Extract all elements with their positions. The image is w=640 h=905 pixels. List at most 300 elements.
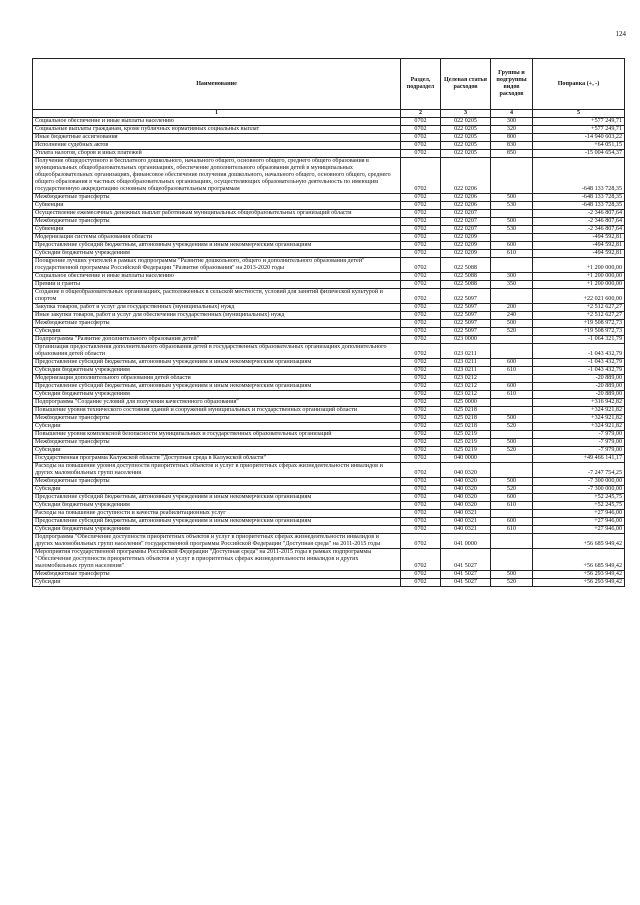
column-number: 5 bbox=[533, 110, 625, 118]
row-section: 0702 bbox=[401, 502, 441, 510]
row-group: 500 bbox=[491, 571, 533, 579]
row-group: 500 bbox=[491, 194, 533, 202]
table-row bbox=[33, 242, 625, 250]
row-amount: +19 508 972,73 bbox=[533, 328, 625, 336]
table-row bbox=[33, 518, 625, 526]
row-group bbox=[491, 549, 533, 571]
row-section: 0702 bbox=[401, 273, 441, 281]
row-name: Модернизация системы образования области bbox=[33, 234, 401, 242]
row-amount: +49 466 141,17 bbox=[533, 455, 625, 463]
row-group bbox=[491, 455, 533, 463]
column-number: 3 bbox=[441, 110, 491, 118]
header-amount: Поправка (+, -) bbox=[533, 59, 625, 110]
row-amount: -7 300 000,00 bbox=[533, 486, 625, 494]
row-article: 022 0209 bbox=[441, 242, 491, 250]
row-article: 022 5097 bbox=[441, 289, 491, 304]
row-article: 022 0205 bbox=[441, 142, 491, 150]
row-group: 200 bbox=[491, 304, 533, 312]
row-article: 023 0211 bbox=[441, 344, 491, 359]
table-row bbox=[33, 579, 625, 587]
row-article: 040 0320 bbox=[441, 463, 491, 478]
row-name: Предоставление субсидий бюджетным, автономным учреждениям и иным некоммерческим организациям bbox=[33, 242, 401, 250]
row-article: 022 5097 bbox=[441, 320, 491, 328]
row-section: 0702 bbox=[401, 134, 441, 142]
table-body bbox=[33, 118, 625, 587]
column-number: 2 bbox=[401, 110, 441, 118]
row-amount: +577 249,71 bbox=[533, 118, 625, 126]
column-number-row bbox=[33, 110, 625, 118]
row-section: 0702 bbox=[401, 407, 441, 415]
row-amount: +316 942,82 bbox=[533, 399, 625, 407]
row-article: 023 0211 bbox=[441, 367, 491, 375]
table-row bbox=[33, 281, 625, 289]
row-group: 530 bbox=[491, 226, 533, 234]
row-name: Межбюджетные трансферты bbox=[33, 194, 401, 202]
row-amount: -20 889,00 bbox=[533, 391, 625, 399]
row-article: 041 5027 bbox=[441, 571, 491, 579]
row-group bbox=[491, 375, 533, 383]
row-amount: -7 247 754,25 bbox=[533, 463, 625, 478]
row-article: 025 0219 bbox=[441, 431, 491, 439]
row-amount: -494 592,81 bbox=[533, 250, 625, 258]
row-name: Межбюджетные трансферты bbox=[33, 218, 401, 226]
budget-amendments-table bbox=[32, 58, 625, 587]
row-section: 0702 bbox=[401, 494, 441, 502]
row-section: 0702 bbox=[401, 194, 441, 202]
row-amount: +2 512 627,27 bbox=[533, 304, 625, 312]
table-row bbox=[33, 447, 625, 455]
row-name: Социальное обеспечение и иные выплаты населению bbox=[33, 273, 401, 281]
row-group: 350 bbox=[491, 281, 533, 289]
row-name: Субвенции bbox=[33, 202, 401, 210]
row-group: 520 bbox=[491, 579, 533, 587]
row-article: 025 0219 bbox=[441, 447, 491, 455]
row-name: Межбюджетные трансферты bbox=[33, 320, 401, 328]
table-row bbox=[33, 194, 625, 202]
row-group: 500 bbox=[491, 478, 533, 486]
row-amount: -15 004 654,37 bbox=[533, 150, 625, 158]
row-group: 500 bbox=[491, 415, 533, 423]
row-section: 0702 bbox=[401, 478, 441, 486]
row-amount: -1 043 432,79 bbox=[533, 344, 625, 359]
row-name: Субсидии бюджетным учреждениям bbox=[33, 391, 401, 399]
row-amount: +64 051,15 bbox=[533, 142, 625, 150]
row-name: Предоставление субсидий бюджетным, автономным учреждениям и иным некоммерческим организациям bbox=[33, 518, 401, 526]
row-article: 040 0320 bbox=[441, 494, 491, 502]
table-row bbox=[33, 118, 625, 126]
row-amount: +56 293 949,42 bbox=[533, 579, 625, 587]
row-name: Повышение уровня технического состояния зданий и сооружений муниципальных и государственных организаций области bbox=[33, 407, 401, 415]
table-row bbox=[33, 258, 625, 273]
row-article: 022 0207 bbox=[441, 210, 491, 218]
row-group: 520 bbox=[491, 486, 533, 494]
table-row bbox=[33, 399, 625, 407]
row-amount: -14 940 603,22 bbox=[533, 134, 625, 142]
row-section: 0702 bbox=[401, 258, 441, 273]
row-group: 600 bbox=[491, 494, 533, 502]
row-name: Осуществление ежемесячных денежных выплат работникам муниципальных общеобразовательных организаций области bbox=[33, 210, 401, 218]
row-article: 022 0205 bbox=[441, 126, 491, 134]
row-name: Иные бюджетные ассигнования bbox=[33, 134, 401, 142]
row-group: 320 bbox=[491, 126, 533, 134]
table-row bbox=[33, 534, 625, 549]
row-article: 022 0209 bbox=[441, 234, 491, 242]
row-amount: +324 921,82 bbox=[533, 407, 625, 415]
header-section: Раздел, подраздел bbox=[401, 59, 441, 110]
row-section: 0702 bbox=[401, 439, 441, 447]
table-row bbox=[33, 150, 625, 158]
row-name: Подпрограмма "Обеспечение доступности приоритетных объектов и услуг в приоритетных сферах жизнедеятельности инвалидов и других маломобильных групп населения" государственной программы Российской Федерации "Доступная среда" на 2011-2015 годы bbox=[33, 534, 401, 549]
row-section: 0702 bbox=[401, 210, 441, 218]
row-article: 022 5097 bbox=[441, 328, 491, 336]
table-row bbox=[33, 250, 625, 258]
row-article: 022 5088 bbox=[441, 258, 491, 273]
row-name: Социальные выплаты гражданам, кроме публичных нормативных социальных выплат bbox=[33, 126, 401, 134]
row-group: 610 bbox=[491, 526, 533, 534]
row-amount: -648 133 728,35 bbox=[533, 202, 625, 210]
table-row bbox=[33, 549, 625, 571]
row-name: Премии и гранты bbox=[33, 281, 401, 289]
row-amount: +52 245,75 bbox=[533, 502, 625, 510]
row-name: Межбюджетные трансферты bbox=[33, 415, 401, 423]
row-section: 0702 bbox=[401, 534, 441, 549]
column-number: 1 bbox=[33, 110, 401, 118]
row-amount: -2 346 807,64 bbox=[533, 210, 625, 218]
row-name: Субсидии bbox=[33, 579, 401, 587]
table-row bbox=[33, 526, 625, 534]
row-section: 0702 bbox=[401, 579, 441, 587]
row-group bbox=[491, 344, 533, 359]
row-section: 0702 bbox=[401, 431, 441, 439]
table-row bbox=[33, 359, 625, 367]
row-group: 610 bbox=[491, 367, 533, 375]
table-row bbox=[33, 486, 625, 494]
row-amount: +324 921,82 bbox=[533, 415, 625, 423]
row-section: 0702 bbox=[401, 375, 441, 383]
table-row bbox=[33, 439, 625, 447]
row-amount: +52 245,75 bbox=[533, 494, 625, 502]
row-name: Поощрение лучших учителей в рамках подпрограммы "Развитие дошкольного, общего и дополнительного образования детей" государственной программы Российской Федерации "Развитие образования" на 2013-2020 годы bbox=[33, 258, 401, 273]
row-section: 0702 bbox=[401, 510, 441, 518]
row-article: 040 0320 bbox=[441, 478, 491, 486]
row-article: 022 0206 bbox=[441, 202, 491, 210]
row-name: Закупка товаров, работ и услуг для государственных (муниципальных) нужд bbox=[33, 304, 401, 312]
row-section: 0702 bbox=[401, 526, 441, 534]
row-name: Предоставление субсидий бюджетным, автономным учреждениям и иным некоммерческим организациям bbox=[33, 359, 401, 367]
row-amount: +324 921,82 bbox=[533, 423, 625, 431]
row-amount: +2 512 627,27 bbox=[533, 312, 625, 320]
row-name: Субсидии бюджетным учреждениям bbox=[33, 367, 401, 375]
row-name: Исполнение судебных актов bbox=[33, 142, 401, 150]
table-header-row bbox=[33, 59, 625, 110]
row-article: 022 0207 bbox=[441, 218, 491, 226]
row-amount: +27 946,00 bbox=[533, 510, 625, 518]
row-name: Субсидии бюджетным учреждениям bbox=[33, 502, 401, 510]
row-amount: -2 346 807,64 bbox=[533, 218, 625, 226]
row-group: 530 bbox=[491, 202, 533, 210]
row-article: 023 0000 bbox=[441, 336, 491, 344]
row-group: 610 bbox=[491, 502, 533, 510]
table-row bbox=[33, 423, 625, 431]
row-group bbox=[491, 534, 533, 549]
table-row bbox=[33, 289, 625, 304]
table-row bbox=[33, 210, 625, 218]
row-group bbox=[491, 234, 533, 242]
row-section: 0702 bbox=[401, 383, 441, 391]
row-amount: +27 946,00 bbox=[533, 526, 625, 534]
row-section: 0702 bbox=[401, 126, 441, 134]
table-row bbox=[33, 336, 625, 344]
table-row bbox=[33, 226, 625, 234]
row-name: Модернизация дополнительного образования детей области bbox=[33, 375, 401, 383]
row-article: 023 0212 bbox=[441, 391, 491, 399]
row-amount: -7 300 000,00 bbox=[533, 478, 625, 486]
row-article: 022 0206 bbox=[441, 194, 491, 202]
row-article: 022 5097 bbox=[441, 304, 491, 312]
row-group: 500 bbox=[491, 320, 533, 328]
table-row bbox=[33, 375, 625, 383]
row-section: 0702 bbox=[401, 312, 441, 320]
row-group: 800 bbox=[491, 134, 533, 142]
row-name: Субсидии bbox=[33, 447, 401, 455]
page-number: 124 bbox=[615, 30, 626, 38]
table-row bbox=[33, 391, 625, 399]
row-group: 600 bbox=[491, 518, 533, 526]
table-row bbox=[33, 510, 625, 518]
table-row bbox=[33, 407, 625, 415]
row-article: 022 5097 bbox=[441, 312, 491, 320]
row-amount: -648 133 728,35 bbox=[533, 158, 625, 194]
row-amount: +22 021 600,00 bbox=[533, 289, 625, 304]
row-section: 0702 bbox=[401, 289, 441, 304]
row-article: 022 0209 bbox=[441, 250, 491, 258]
row-name: Иные закупки товаров, работ и услуг для обеспечения государственных (муниципальных) нужд bbox=[33, 312, 401, 320]
row-group bbox=[491, 510, 533, 518]
table-row bbox=[33, 463, 625, 478]
row-article: 040 0320 bbox=[441, 502, 491, 510]
row-name: Государственная программа Калужской области "Доступная среда в Калужской области" bbox=[33, 455, 401, 463]
row-article: 023 0212 bbox=[441, 383, 491, 391]
table-row bbox=[33, 478, 625, 486]
row-article: 040 0321 bbox=[441, 518, 491, 526]
row-group bbox=[491, 336, 533, 344]
row-section: 0702 bbox=[401, 571, 441, 579]
row-amount: -7 979,00 bbox=[533, 447, 625, 455]
row-name: Расходы на повышение доступности и качества реабилитационных услуг bbox=[33, 510, 401, 518]
row-group: 610 bbox=[491, 391, 533, 399]
row-amount: -20 889,00 bbox=[533, 383, 625, 391]
row-group bbox=[491, 210, 533, 218]
row-section: 0702 bbox=[401, 359, 441, 367]
row-section: 0702 bbox=[401, 304, 441, 312]
row-section: 0702 bbox=[401, 142, 441, 150]
row-section: 0702 bbox=[401, 367, 441, 375]
table-row bbox=[33, 415, 625, 423]
row-name: Расходы на повышение уровня доступности приоритетных объектов и услуг в приоритетных сферах жизнедеятельности инвалидов и других маломобильных групп населения bbox=[33, 463, 401, 478]
row-article: 025 0219 bbox=[441, 439, 491, 447]
row-group bbox=[491, 399, 533, 407]
row-section: 0702 bbox=[401, 415, 441, 423]
table-row bbox=[33, 502, 625, 510]
row-group: 520 bbox=[491, 447, 533, 455]
row-amount: -1 043 432,79 bbox=[533, 367, 625, 375]
row-section: 0702 bbox=[401, 234, 441, 242]
row-amount: +1 200 000,00 bbox=[533, 281, 625, 289]
row-article: 040 0321 bbox=[441, 526, 491, 534]
row-article: 022 0205 bbox=[441, 150, 491, 158]
row-article: 041 5027 bbox=[441, 549, 491, 571]
row-article: 023 0211 bbox=[441, 359, 491, 367]
row-group bbox=[491, 431, 533, 439]
row-name: Подпрограмма "Создание условий для получения качественного образования" bbox=[33, 399, 401, 407]
row-article: 022 0205 bbox=[441, 134, 491, 142]
table-row bbox=[33, 312, 625, 320]
table-row bbox=[33, 320, 625, 328]
table-row bbox=[33, 455, 625, 463]
row-section: 0702 bbox=[401, 281, 441, 289]
row-amount: -7 979,00 bbox=[533, 431, 625, 439]
row-name: Субсидии bbox=[33, 423, 401, 431]
row-name: Межбюджетные трансферты bbox=[33, 478, 401, 486]
row-article: 025 0218 bbox=[441, 415, 491, 423]
table-row bbox=[33, 218, 625, 226]
row-group: 520 bbox=[491, 423, 533, 431]
table-row bbox=[33, 344, 625, 359]
row-section: 0702 bbox=[401, 344, 441, 359]
row-section: 0702 bbox=[401, 218, 441, 226]
table-row bbox=[33, 328, 625, 336]
table-row bbox=[33, 367, 625, 375]
row-group: 600 bbox=[491, 383, 533, 391]
row-name: Социальное обеспечение и иные выплаты населению bbox=[33, 118, 401, 126]
row-section: 0702 bbox=[401, 399, 441, 407]
row-article: 023 0212 bbox=[441, 375, 491, 383]
row-section: 0702 bbox=[401, 118, 441, 126]
row-group: 500 bbox=[491, 218, 533, 226]
table-row bbox=[33, 158, 625, 194]
row-section: 0702 bbox=[401, 158, 441, 194]
row-name: Субвенции bbox=[33, 226, 401, 234]
row-article: 022 0206 bbox=[441, 158, 491, 194]
row-section: 0702 bbox=[401, 150, 441, 158]
row-article: 022 5088 bbox=[441, 281, 491, 289]
row-section: 0702 bbox=[401, 463, 441, 478]
row-amount: +56 685 949,42 bbox=[533, 534, 625, 549]
row-section: 0702 bbox=[401, 518, 441, 526]
row-amount: +19 508 972,73 bbox=[533, 320, 625, 328]
table-row bbox=[33, 494, 625, 502]
row-section: 0702 bbox=[401, 391, 441, 399]
row-name: Субсидии бюджетным учреждениям bbox=[33, 526, 401, 534]
table-row bbox=[33, 431, 625, 439]
row-section: 0702 bbox=[401, 202, 441, 210]
table-row bbox=[33, 126, 625, 134]
row-group bbox=[491, 158, 533, 194]
row-group bbox=[491, 289, 533, 304]
row-name: Создание в общеобразовательных организациях, расположенных в сельской местности, условий для занятий физической культурой и спортом bbox=[33, 289, 401, 304]
row-section: 0702 bbox=[401, 423, 441, 431]
row-name: Субсидии bbox=[33, 486, 401, 494]
row-name: Межбюджетные трансферты bbox=[33, 439, 401, 447]
row-article: 040 0000 bbox=[441, 455, 491, 463]
row-name: Межбюджетные трансферты bbox=[33, 571, 401, 579]
row-amount: -2 346 807,64 bbox=[533, 226, 625, 234]
table-row bbox=[33, 202, 625, 210]
row-group: 500 bbox=[491, 439, 533, 447]
row-section: 0702 bbox=[401, 486, 441, 494]
header-group: Группы и подгруппы видов расходов bbox=[491, 59, 533, 110]
row-name: Подпрограмма "Развитие дополнительного образования детей" bbox=[33, 336, 401, 344]
row-group: 830 bbox=[491, 142, 533, 150]
row-group: 300 bbox=[491, 273, 533, 281]
row-amount: -648 133 728,35 bbox=[533, 194, 625, 202]
row-group: 610 bbox=[491, 250, 533, 258]
row-amount: -7 979,00 bbox=[533, 439, 625, 447]
table-row bbox=[33, 383, 625, 391]
row-amount: +27 946,00 bbox=[533, 518, 625, 526]
row-amount: +577 249,71 bbox=[533, 126, 625, 134]
table-row bbox=[33, 142, 625, 150]
row-name: Получение общедоступного и бесплатного дошкольного, начального общего, основного общего, среднего общего образования в муниципальных общеобразовательных организациях, обеспечение дополнительного образования детей в муниципальных общеобразовательных организациях, финансовое обеспечение получения дошкольного, начального общего, основного общего, среднего общего образования в частных общеобразовательных организациях, осуществляющих образовательную деятельность по имеющим государственную аккредитацию основным общеобразовательным программам bbox=[33, 158, 401, 194]
table-row bbox=[33, 134, 625, 142]
column-number: 4 bbox=[491, 110, 533, 118]
row-name: Повышение уровня комплексной безопасности муниципальных и государственных образовательных организаций bbox=[33, 431, 401, 439]
row-article: 025 0218 bbox=[441, 407, 491, 415]
row-group bbox=[491, 463, 533, 478]
header-name: Наименование bbox=[33, 59, 401, 110]
row-amount: -494 592,81 bbox=[533, 234, 625, 242]
row-name: Субсидии бюджетным учреждениям bbox=[33, 250, 401, 258]
row-group bbox=[491, 258, 533, 273]
row-name: Предоставление субсидий бюджетным, автономным учреждениям и иным некоммерческим организациям bbox=[33, 494, 401, 502]
row-section: 0702 bbox=[401, 226, 441, 234]
row-section: 0702 bbox=[401, 328, 441, 336]
row-amount: -1 064 321,79 bbox=[533, 336, 625, 344]
row-amount: +56 685 949,42 bbox=[533, 549, 625, 571]
row-amount: -20 889,00 bbox=[533, 375, 625, 383]
row-article: 040 0321 bbox=[441, 510, 491, 518]
row-article: 022 0207 bbox=[441, 226, 491, 234]
row-article: 025 0000 bbox=[441, 399, 491, 407]
row-group: 600 bbox=[491, 242, 533, 250]
row-section: 0702 bbox=[401, 549, 441, 571]
row-section: 0702 bbox=[401, 250, 441, 258]
table-row bbox=[33, 273, 625, 281]
row-section: 0702 bbox=[401, 242, 441, 250]
row-article: 025 0218 bbox=[441, 423, 491, 431]
row-group: 600 bbox=[491, 359, 533, 367]
table-row bbox=[33, 571, 625, 579]
row-section: 0702 bbox=[401, 336, 441, 344]
row-group bbox=[491, 407, 533, 415]
row-name: Предоставление субсидий бюджетным, автономным учреждениям и иным некоммерческим организациям bbox=[33, 383, 401, 391]
row-article: 041 5027 bbox=[441, 579, 491, 587]
row-name: Уплата налогов, сборов и иных платежей bbox=[33, 150, 401, 158]
row-group: 300 bbox=[491, 118, 533, 126]
row-group: 240 bbox=[491, 312, 533, 320]
row-amount: +56 293 949,42 bbox=[533, 571, 625, 579]
row-section: 0702 bbox=[401, 320, 441, 328]
row-group: 520 bbox=[491, 328, 533, 336]
table-row bbox=[33, 234, 625, 242]
row-name: Мероприятия государственной программы Российской Федерации "Доступная среда" на 2011-2015 годы в рамках подпрограммы "Обеспечение доступности приоритетных объектов и услуг в приоритетных сферах жизнедеятельности инвалидов и других маломобильных групп населения" bbox=[33, 549, 401, 571]
row-amount: -1 043 432,79 bbox=[533, 359, 625, 367]
header-article: Целевая статья расходов bbox=[441, 59, 491, 110]
row-amount: -494 592,81 bbox=[533, 242, 625, 250]
row-article: 040 0320 bbox=[441, 486, 491, 494]
row-amount: +1 200 000,00 bbox=[533, 258, 625, 273]
row-section: 0702 bbox=[401, 447, 441, 455]
